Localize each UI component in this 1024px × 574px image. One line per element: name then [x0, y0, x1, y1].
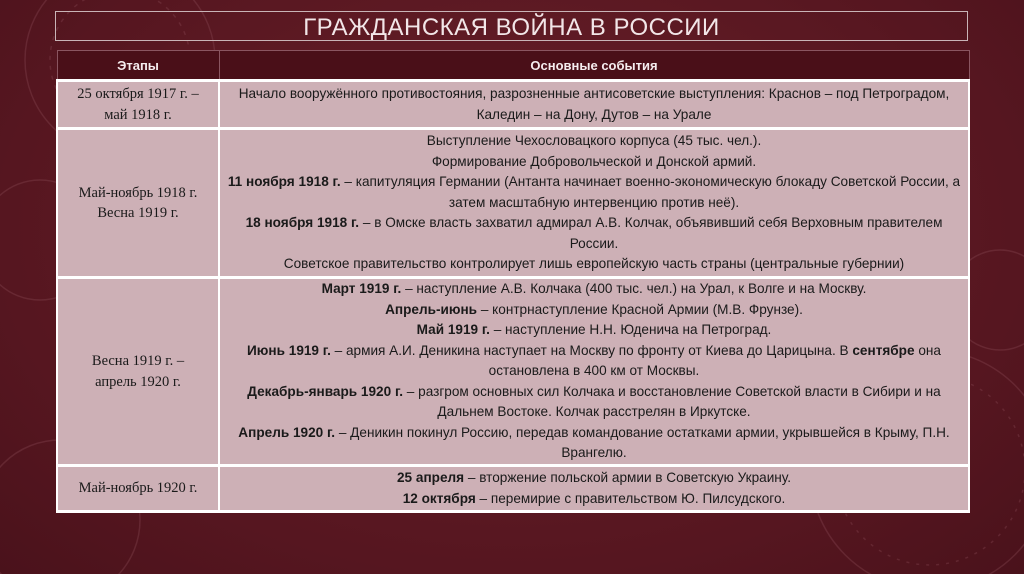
event-text: – вторжение польской армии в Советскую Украину. — [464, 470, 792, 485]
event-text: – контрнаступление Красной Армии (М.В. Фрунзе). — [477, 301, 803, 317]
event-text: – Деникин покинул Россию, передав командование остатками армии, укрывшейся в Крыму, П.Н. Врангелю. — [335, 424, 950, 461]
event-line — [224, 152, 964, 173]
event-date: Июнь 1919 г. — [247, 342, 331, 358]
event-line — [224, 172, 964, 213]
event-date: 11 ноября 1918 г. — [227, 174, 341, 190]
stage-cell — [57, 466, 219, 512]
event-text: она остановлена в 400 км от Москвы. — [488, 342, 941, 379]
column-header-events: Основные события — [219, 51, 969, 81]
event-text: Советское правительство контролирует лишь европейскую часть страны (центральные губернии) — [283, 256, 905, 272]
event-text: Выступление Чехословацкого корпуса (45 тыс. чел.). — [426, 133, 762, 149]
table-row — [57, 129, 969, 278]
stage-cell — [57, 81, 219, 129]
event-line — [224, 84, 964, 125]
column-header-stages: Этапы — [57, 51, 219, 81]
events-cell — [219, 466, 969, 512]
stage-line: апрель 1920 г. — [95, 373, 181, 390]
event-text: – перемирие с правительством Ю. Пилсудского. — [475, 490, 786, 506]
event-line — [224, 423, 964, 464]
stage-line: Весна 1919 г. – — [91, 353, 185, 369]
stage-line: Май-ноябрь 1918 г. — [78, 184, 198, 201]
event-line — [224, 254, 964, 275]
event-line — [224, 279, 964, 300]
event-date: 25 апреля — [396, 470, 465, 485]
events-cell — [219, 129, 969, 278]
stage-cell — [57, 278, 219, 466]
event-text: Формирование Добровольческой и Донской армий. — [431, 153, 757, 169]
event-date: 18 ноября 1918 г. — [245, 215, 360, 231]
event-line — [224, 341, 964, 382]
title-frame — [55, 11, 968, 41]
events-cell — [219, 278, 969, 466]
event-date: 12 октября — [402, 490, 476, 506]
event-date: Апрель 1920 г. — [238, 424, 336, 440]
event-line — [224, 320, 964, 341]
event-line — [224, 489, 964, 510]
event-date: Март 1919 г. — [321, 281, 402, 297]
event-line — [224, 213, 964, 254]
stage-line: Весна 1919 г. — [97, 205, 179, 221]
event-line — [224, 300, 964, 321]
event-line — [224, 468, 964, 489]
event-line — [224, 382, 964, 423]
table-row — [57, 466, 969, 512]
event-text: – в Омске власть захватил адмирал А.В. Колчак, объявивший себя Верховным правителем России. — [359, 215, 943, 251]
table-row — [57, 278, 969, 466]
stage-line: май 1918 г. — [104, 106, 172, 123]
table-row — [57, 81, 969, 129]
events-cell — [219, 81, 969, 129]
event-line — [224, 131, 964, 152]
event-text: – наступление Н.Н. Юденича на Петроград. — [489, 322, 772, 338]
event-text: – капитуляция Германии (Антанта начинает военно-экономическую блокаду Советской России, а затем масштабную интервенцию против неё). — [340, 174, 961, 210]
table-header-row — [57, 51, 969, 81]
event-date: сентябре — [852, 342, 915, 358]
event-date: Декабрь-январь 1920 г. — [247, 383, 404, 399]
stage-line: 25 октября 1917 г. – — [77, 86, 199, 102]
civil-war-table — [56, 50, 970, 513]
slide-title: ГРАЖДАНСКАЯ ВОЙНА В РОССИИ — [303, 14, 720, 41]
event-text: – разгром основных сил Колчака и восстановление Советской власти в Сибири и на Дальнем Востоке. Колчак расстрелян в Иркутске. — [403, 383, 941, 420]
stage-cell — [57, 129, 219, 278]
event-text: – армия А.И. Деникина наступает на Москву по фронту от Киева до Царицына. В — [330, 342, 853, 358]
event-date: Май 1919 г. — [416, 322, 490, 338]
stage-line: Май-ноябрь 1920 г. — [78, 480, 198, 497]
event-text: – наступление А.В. Колчака (400 тыс. чел.) на Урал, к Волге и на Москву. — [401, 281, 867, 297]
event-date: Апрель-июнь — [385, 301, 478, 317]
event-text: Начало вооружённого противостояния, разрозненные антисоветские выступления: Краснов – под Петроградом, Каледин – на Дону, Дутов – на Урале — [238, 86, 950, 122]
